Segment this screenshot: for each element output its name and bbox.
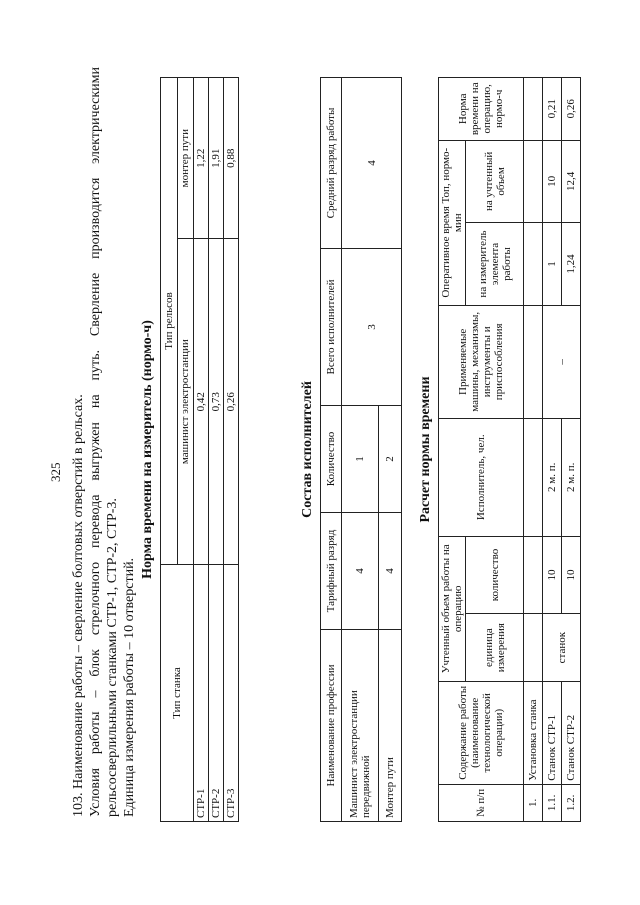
count-value: 1 [342, 406, 379, 513]
grade-value: 4 [342, 513, 379, 630]
col-machinist: машинист электростанции [177, 239, 194, 565]
col-optime: Оперативное время Топ, нормо-мин [439, 140, 466, 305]
fitter-value: 1,22 [194, 78, 209, 239]
norm-table-title: Норма времени на измеритель (нормо-ч) [140, 320, 155, 579]
col-tools: Применяемые машины, механизмы, инструменты и приспособления [439, 305, 524, 418]
table-row [543, 78, 562, 822]
calc-table-title: Расчет нормы времени [418, 376, 433, 523]
work-name: 103. Наименование работы – сверление болтовых отверстий в рельсах. [71, 394, 86, 817]
per-element-value: 1,24 [562, 223, 581, 306]
col-norm: Норма времени на операцию, нормо-ч [439, 78, 524, 141]
work-conditions: Условия работы – блок стрелочного перевода выгружен на путь. Сверление производится электрическими рельсосверлильными станками СТР-1, СТР-2, СТР-3. [88, 67, 120, 817]
col-total: Всего исполнителей [321, 249, 342, 406]
intro-text [70, 67, 138, 817]
table-row [224, 78, 239, 822]
section-number: 1. [524, 784, 543, 821]
qty-value: 10 [543, 536, 562, 614]
machinist-value: 0,42 [194, 239, 209, 565]
operation-name: Станок СТР-2 [562, 681, 581, 784]
profession-name: Монтер пути [379, 630, 402, 822]
work-unit: Единица измерения работы – 10 отверстий. [122, 557, 137, 817]
fitter-value: 0,88 [224, 78, 239, 239]
table-row [194, 78, 209, 822]
per-element-value: 1 [543, 223, 562, 306]
col-avg-grade: Средний разряд работы [321, 78, 342, 249]
rotated-content [40, 42, 600, 862]
col-qty: количество [466, 536, 524, 614]
tools-value: – [543, 305, 581, 418]
machine-type: СТР-2 [209, 565, 224, 822]
col-grade: Тарифный разряд [321, 513, 342, 630]
norm-value: 0,26 [562, 78, 581, 141]
per-volume-value: 12,4 [562, 140, 581, 223]
machinist-value: 0,73 [209, 239, 224, 565]
page-number: 325 [48, 462, 63, 482]
table-row [562, 78, 581, 822]
per-volume-value: 10 [543, 140, 562, 223]
fitter-value: 1,91 [209, 78, 224, 239]
executor-value: 2 м. п. [562, 418, 581, 536]
profession-name: Машинист электростанции передвижной [342, 630, 379, 822]
machine-type: СТР-1 [194, 565, 209, 822]
total-value: 3 [342, 249, 402, 406]
col-rail-type: Тип рельсов [161, 78, 178, 565]
table-row [342, 78, 379, 822]
col-per-volume: на учтенный объем [466, 140, 524, 223]
operation-name: Станок СТР-1 [543, 681, 562, 784]
executor-value: 2 м. п. [543, 418, 562, 536]
col-machine-type: Тип станка [161, 565, 194, 822]
col-count: Количество [321, 406, 342, 513]
count-value: 2 [379, 406, 402, 513]
machine-type: СТР-3 [224, 565, 239, 822]
section-row [524, 78, 543, 822]
unit-value: станок [543, 614, 581, 682]
crew-table-title: Состав исполнителей [300, 381, 315, 518]
norm-table [160, 77, 239, 822]
row-number: 1.1. [543, 784, 562, 821]
crew-table [320, 77, 402, 822]
avg-grade-value: 4 [342, 78, 402, 249]
col-content: Содержание работы (наименование технологической операции) [439, 681, 524, 784]
grade-value: 4 [379, 513, 402, 630]
qty-value: 10 [562, 536, 581, 614]
machinist-value: 0,26 [224, 239, 239, 565]
calc-table [438, 77, 581, 822]
col-executor: Исполнитель, чел. [439, 418, 524, 536]
col-profession: Наименование профессии [321, 630, 342, 822]
col-num: № п/п [439, 784, 524, 821]
col-fitter: монтер пути [177, 78, 194, 239]
row-number: 1.2. [562, 784, 581, 821]
col-per-element: на измеритель элемента работы [466, 223, 524, 306]
col-unit: единица измерения [466, 614, 524, 682]
table-row [209, 78, 224, 822]
norm-value: 0,21 [543, 78, 562, 141]
section-label: Установка станка [524, 681, 543, 784]
col-volume: Учтенный объем работы на операцию [439, 536, 466, 681]
